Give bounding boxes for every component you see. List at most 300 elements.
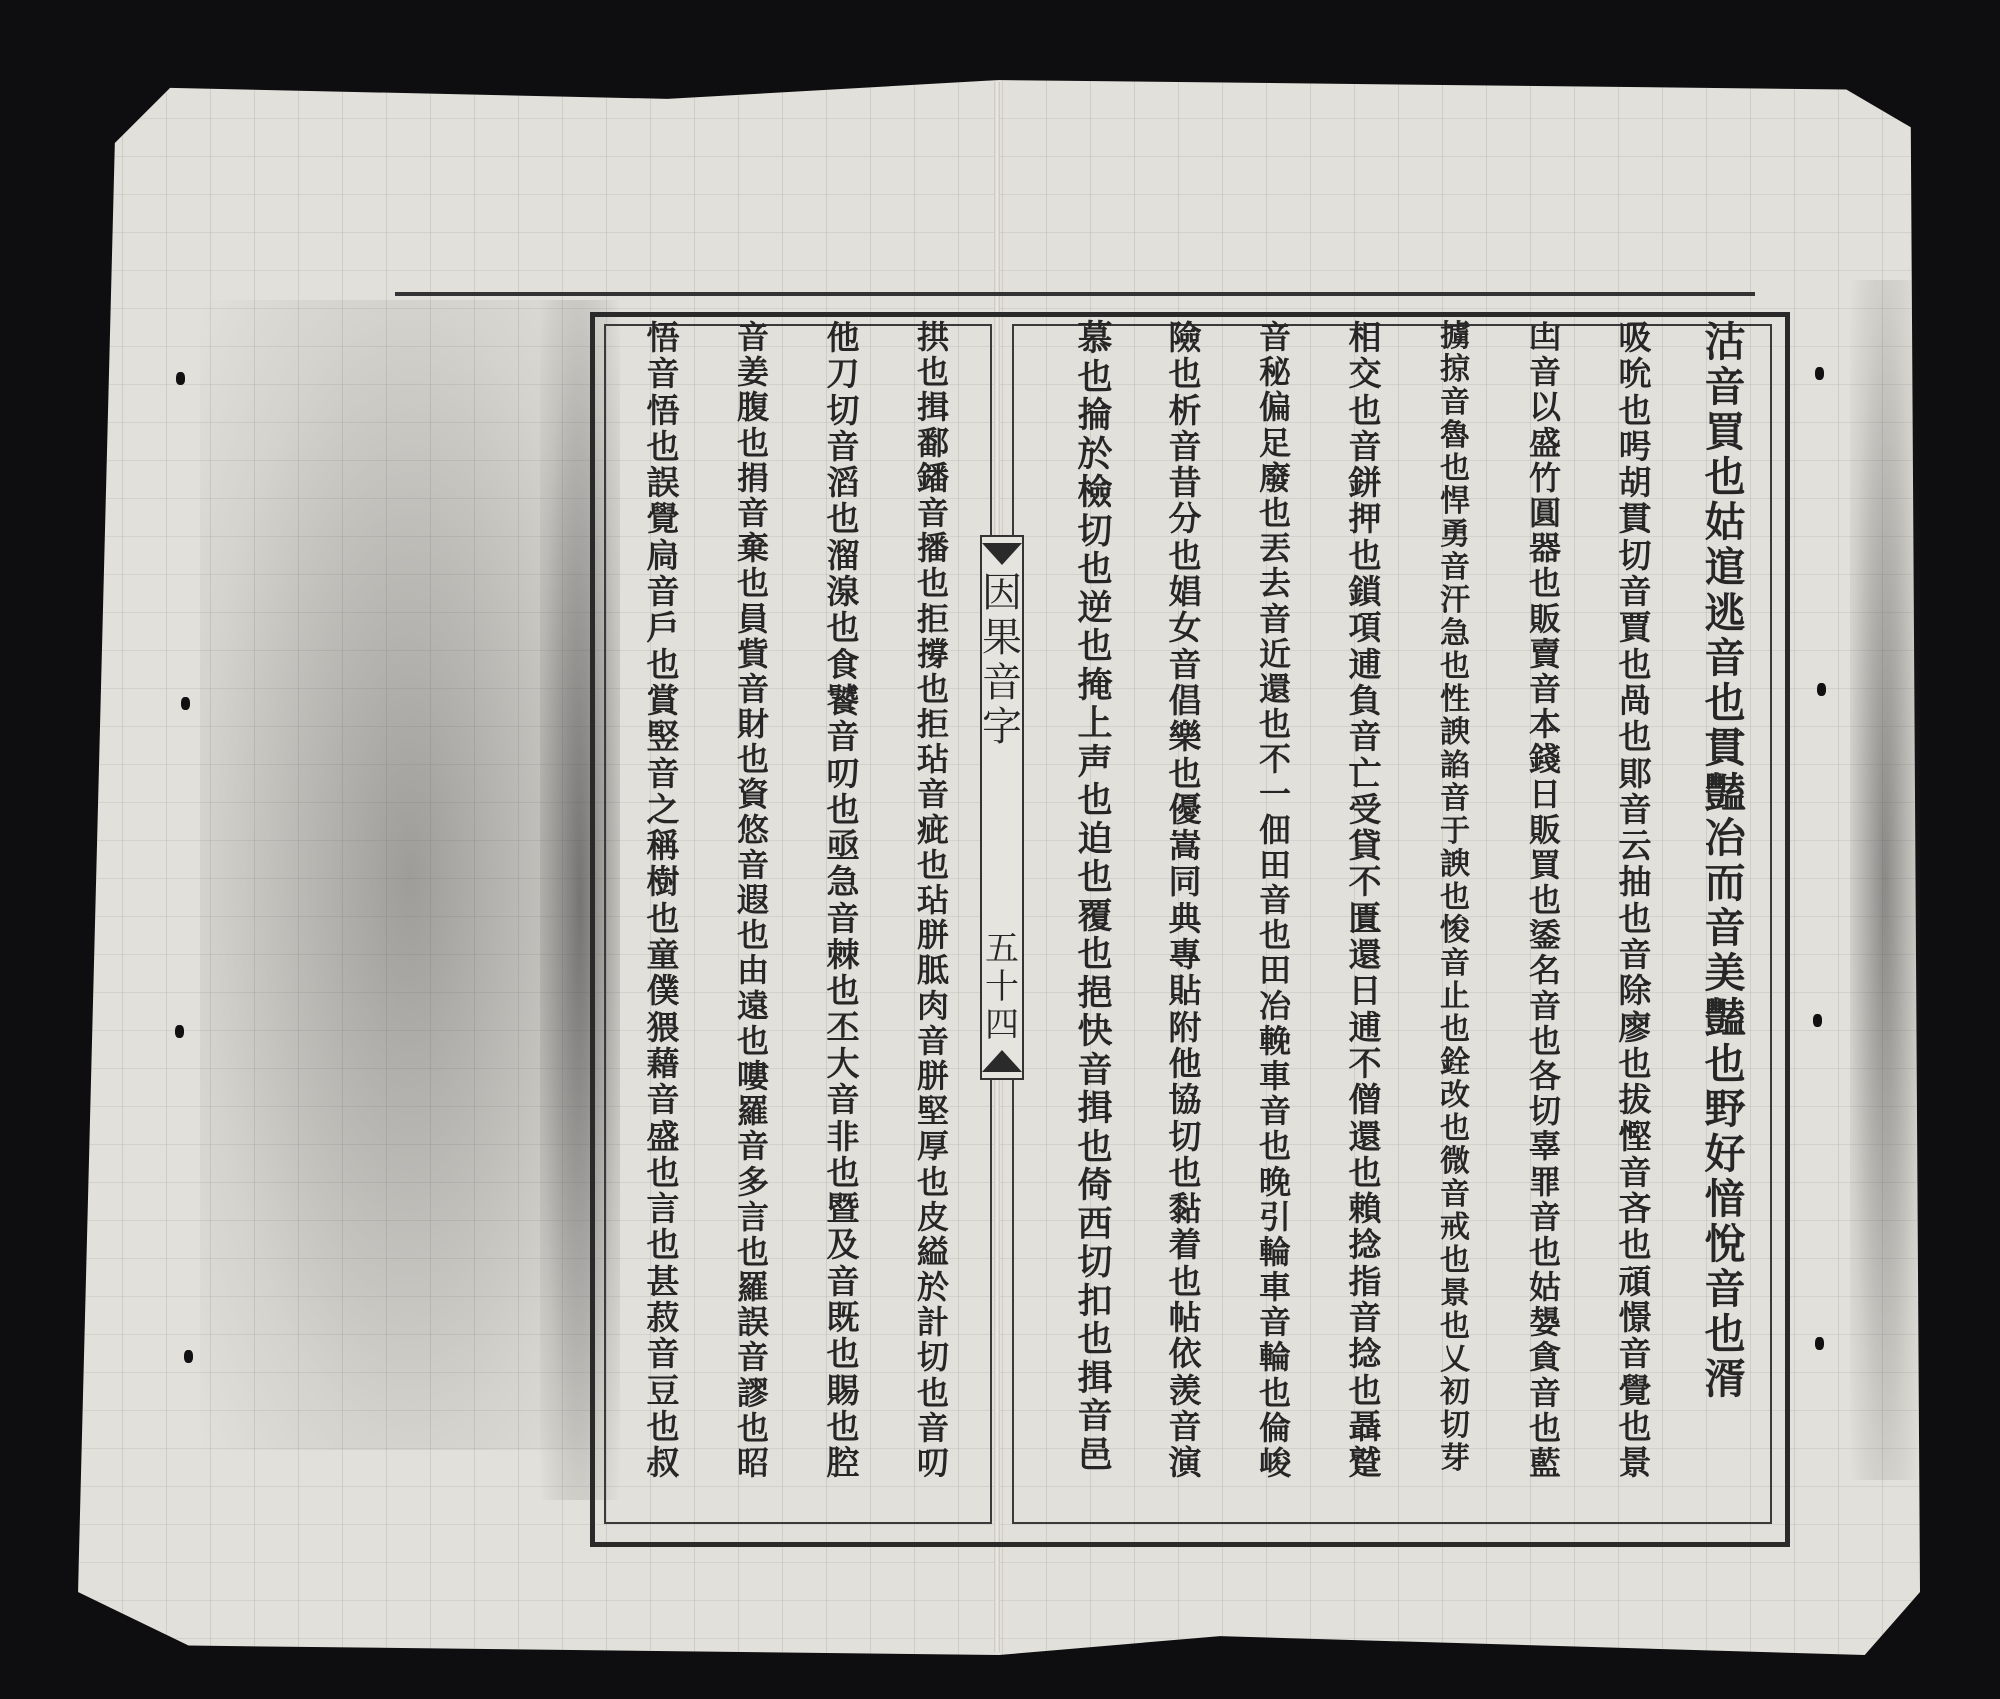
glyph: 資 bbox=[736, 775, 769, 814]
glyph: 昔 bbox=[1168, 463, 1202, 503]
glyph: 諛 bbox=[1440, 847, 1470, 882]
glyph: 悟 bbox=[646, 390, 680, 430]
glyph: 檢 bbox=[1077, 472, 1113, 513]
text-column bbox=[1242, 320, 1308, 1520]
glyph: 也 bbox=[1077, 780, 1113, 821]
glyph: 丟 bbox=[1258, 529, 1291, 568]
glyph: 胝 bbox=[916, 951, 949, 990]
glyph: 暨 bbox=[826, 1189, 860, 1229]
glyph: 昭 bbox=[736, 1444, 769, 1482]
glyph: 嫢 bbox=[1528, 1303, 1561, 1342]
glyph: 也 bbox=[1168, 535, 1202, 575]
glyph: 協 bbox=[1168, 1080, 1202, 1120]
glyph: 改 bbox=[1440, 1078, 1470, 1113]
glyph: 以 bbox=[1528, 388, 1561, 427]
glyph: 匱 bbox=[1348, 898, 1382, 938]
right-edge-smudge bbox=[1850, 280, 1920, 1480]
glyph: 秘 bbox=[1258, 353, 1291, 392]
glyph: 捻 bbox=[1348, 1225, 1382, 1265]
glyph: 也 bbox=[736, 1408, 769, 1447]
glyph: 悟 bbox=[646, 318, 680, 357]
glyph: 貼 bbox=[1168, 971, 1202, 1011]
glyph: 上 bbox=[1077, 703, 1113, 744]
glyph: 優 bbox=[1168, 789, 1202, 829]
glyph: 好 bbox=[1704, 1129, 1746, 1178]
glyph: 也 bbox=[1348, 1152, 1382, 1192]
glyph: 也 bbox=[916, 353, 949, 392]
glyph: 也 bbox=[1440, 451, 1470, 486]
glyph: 也 bbox=[1528, 1408, 1561, 1447]
glyph: 豔 bbox=[1704, 994, 1746, 1043]
glyph: 竪 bbox=[646, 717, 680, 757]
glyph: 也 bbox=[1077, 549, 1113, 590]
glyph: 音 bbox=[1258, 318, 1291, 356]
glyph: 稱 bbox=[646, 826, 680, 866]
binding-hole bbox=[1817, 683, 1826, 696]
glyph: 諛 bbox=[1440, 715, 1470, 750]
text-column bbox=[1512, 320, 1578, 1520]
glyph: 貸 bbox=[1348, 826, 1382, 866]
glyph: 非 bbox=[826, 1116, 860, 1156]
glyph: 悍 bbox=[1440, 484, 1470, 519]
text-column bbox=[1692, 320, 1758, 1520]
glyph: 也 bbox=[1618, 644, 1652, 684]
glyph: 也 bbox=[1258, 705, 1291, 744]
glyph: 而 bbox=[1704, 859, 1746, 908]
glyph: 汗 bbox=[1440, 583, 1470, 618]
glyph: 偏 bbox=[1258, 388, 1291, 427]
glyph: 揖 bbox=[916, 388, 949, 427]
glyph: 音 bbox=[916, 493, 949, 532]
glyph: 也 bbox=[826, 1334, 860, 1374]
glyph: 音 bbox=[916, 775, 949, 814]
glyph: 音 bbox=[916, 1408, 949, 1447]
glyph: 同 bbox=[1168, 862, 1202, 902]
glyph: 也 bbox=[736, 740, 769, 779]
glyph: 音 bbox=[1618, 572, 1652, 612]
glyph: 性 bbox=[1440, 682, 1470, 717]
glyph: 也 bbox=[1618, 898, 1652, 938]
glyph: 切 bbox=[1077, 510, 1113, 552]
glyph: 於 bbox=[916, 1268, 949, 1307]
glyph: 也 bbox=[1528, 564, 1561, 603]
glyph: 也 bbox=[826, 1406, 860, 1446]
glyph: 悠 bbox=[736, 810, 769, 849]
glyph: 圓 bbox=[1528, 493, 1561, 532]
glyph: 僧 bbox=[1348, 1080, 1382, 1120]
glyph: 遠 bbox=[736, 986, 769, 1025]
glyph: 一 bbox=[1258, 775, 1291, 814]
text-column bbox=[1062, 320, 1128, 1520]
glyph: 輪 bbox=[1258, 1232, 1291, 1271]
glyph: 挹 bbox=[1077, 972, 1113, 1014]
glyph: 捻 bbox=[1348, 1334, 1382, 1374]
glyph: 叨 bbox=[916, 1444, 949, 1482]
glyph: 音 bbox=[736, 1338, 769, 1377]
glyph: 僕 bbox=[646, 971, 680, 1011]
glyph: 音 bbox=[826, 1080, 860, 1120]
glyph: 還 bbox=[1348, 1116, 1382, 1156]
binding-hole bbox=[1815, 1337, 1824, 1350]
glyph: 輪 bbox=[1258, 1338, 1291, 1377]
glyph: 倫 bbox=[1258, 1408, 1291, 1447]
glyph: 言 bbox=[646, 1189, 680, 1229]
glyph: 貲 bbox=[736, 634, 769, 673]
glyph: 音 bbox=[1618, 935, 1652, 975]
glyph: 音 bbox=[1348, 1298, 1382, 1338]
glyph: 押 bbox=[1348, 499, 1382, 539]
glyph: 計 bbox=[916, 1303, 949, 1342]
glyph: 音 bbox=[1528, 1373, 1561, 1412]
glyph: 慳 bbox=[1618, 1116, 1652, 1156]
glyph: 食 bbox=[826, 644, 860, 684]
glyph: 止 bbox=[1440, 979, 1470, 1014]
glyph: 也 bbox=[736, 1021, 769, 1060]
glyph: 着 bbox=[1168, 1225, 1202, 1265]
upper-rule bbox=[395, 292, 1755, 296]
glyph: 田 bbox=[1258, 845, 1291, 884]
glyph: 也 bbox=[1258, 916, 1291, 955]
glyph: 蹵 bbox=[1348, 1443, 1382, 1483]
glyph: 倡 bbox=[1168, 680, 1202, 720]
glyph: 也 bbox=[1168, 354, 1202, 394]
glyph: 諂 bbox=[1440, 748, 1470, 783]
glyph: 田 bbox=[1258, 951, 1291, 990]
glyph: 音 bbox=[736, 845, 769, 884]
glyph: 不 bbox=[1348, 1043, 1382, 1083]
glyph: 拒 bbox=[916, 705, 949, 744]
glyph: 也 bbox=[1077, 1126, 1113, 1168]
glyph: 姑 bbox=[1528, 1268, 1561, 1307]
glyph: 也 bbox=[1258, 1373, 1291, 1412]
glyph: 音 bbox=[1704, 363, 1746, 412]
glyph: 疵 bbox=[916, 810, 949, 849]
glyph: 扃 bbox=[646, 535, 680, 575]
glyph: 厚 bbox=[916, 1127, 949, 1166]
glyph: 頑 bbox=[1618, 1261, 1652, 1301]
glyph: 音 bbox=[1440, 385, 1470, 420]
glyph: 也 bbox=[1528, 881, 1561, 919]
glyph: 撐 bbox=[916, 634, 949, 673]
spine-char: 字 bbox=[982, 704, 1022, 751]
glyph: 不 bbox=[1348, 862, 1382, 902]
glyph: 刀 bbox=[826, 354, 860, 394]
glyph: 音 bbox=[1528, 669, 1561, 708]
glyph: 縊 bbox=[916, 1232, 949, 1271]
glyph: 甚 bbox=[646, 1261, 680, 1301]
glyph: 慕 bbox=[1077, 318, 1113, 359]
glyph: 誤 bbox=[646, 463, 680, 503]
glyph: 豆 bbox=[646, 1370, 680, 1410]
glyph: 也 bbox=[1440, 649, 1470, 684]
glyph: 去 bbox=[1258, 564, 1291, 603]
glyph: 賴 bbox=[1348, 1189, 1382, 1229]
glyph: 云 bbox=[1618, 826, 1652, 866]
glyph: 也 bbox=[1704, 678, 1746, 727]
glyph: 音 bbox=[1348, 426, 1382, 466]
glyph: 交 bbox=[1348, 354, 1382, 394]
glyph: 賣 bbox=[1528, 634, 1561, 673]
glyph: 鎖 bbox=[1348, 572, 1382, 612]
glyph: 除 bbox=[1618, 971, 1652, 1011]
glyph: 姜 bbox=[736, 353, 769, 392]
page-number bbox=[985, 930, 1019, 1044]
glyph: 胡 bbox=[1618, 463, 1652, 503]
glyph: 声 bbox=[1077, 741, 1113, 783]
glyph: 演 bbox=[1168, 1443, 1202, 1483]
glyph: 也 bbox=[1618, 390, 1652, 430]
binding-hole bbox=[1813, 1014, 1822, 1027]
glyph: 也 bbox=[1618, 1406, 1652, 1446]
glyph: 也 bbox=[1077, 356, 1113, 398]
glyph: 猥 bbox=[646, 1007, 680, 1047]
glyph: 羅 bbox=[736, 1268, 769, 1307]
glyph: 誤 bbox=[736, 1303, 769, 1342]
glyph: 也 bbox=[646, 1225, 680, 1265]
glyph: 也 bbox=[1704, 1039, 1746, 1088]
glyph: 還 bbox=[1258, 669, 1291, 708]
binding-hole bbox=[1815, 367, 1824, 380]
glyph: 音 bbox=[646, 354, 680, 394]
glyph: 也 bbox=[736, 423, 769, 462]
center-spine-label bbox=[980, 535, 1024, 1080]
glyph: 也 bbox=[1528, 1021, 1561, 1060]
glyph: 盛 bbox=[646, 1116, 680, 1156]
glyph: 野 bbox=[1704, 1084, 1746, 1133]
glyph: 於 bbox=[1077, 433, 1113, 475]
page-number-char: 五 bbox=[985, 929, 1019, 970]
glyph: 亟 bbox=[826, 826, 860, 866]
glyph: 快 bbox=[1077, 1011, 1113, 1052]
glyph: 遐 bbox=[736, 881, 769, 919]
glyph: 凷 bbox=[1528, 318, 1561, 356]
glyph: 車 bbox=[1258, 1268, 1291, 1307]
glyph: 也 bbox=[736, 564, 769, 603]
glyph: 湶 bbox=[826, 572, 860, 612]
glyph: 賈 bbox=[1618, 608, 1652, 648]
glyph: 切 bbox=[916, 1338, 949, 1377]
glyph: 抽 bbox=[1618, 862, 1652, 902]
glyph: 溜 bbox=[826, 535, 860, 575]
glyph: 音 bbox=[1077, 1396, 1113, 1437]
glyph: 切 bbox=[1440, 1408, 1470, 1443]
glyph: 娼 bbox=[1168, 572, 1202, 612]
glyph: 逋 bbox=[1348, 1007, 1382, 1047]
glyph: 叨 bbox=[826, 753, 860, 793]
glyph: 揖 bbox=[1077, 1088, 1113, 1129]
glyph: 音 bbox=[1440, 550, 1470, 585]
glyph: 迫 bbox=[1077, 818, 1113, 860]
glyph: 魯 bbox=[1440, 418, 1470, 453]
fishtail-mark-top bbox=[982, 543, 1022, 565]
glyph: 音 bbox=[1704, 904, 1746, 953]
glyph: 賜 bbox=[826, 1370, 860, 1410]
glyph: 盛 bbox=[1528, 423, 1561, 462]
glyph: 竹 bbox=[1528, 458, 1561, 497]
glyph: 菽 bbox=[646, 1298, 680, 1338]
glyph: 音 bbox=[1440, 781, 1470, 816]
glyph: 也 bbox=[1618, 1225, 1652, 1265]
glyph: 冶 bbox=[1704, 814, 1746, 863]
glyph: 音 bbox=[1528, 353, 1561, 392]
glyph: 亡 bbox=[1348, 753, 1382, 793]
glyph: 肉 bbox=[916, 986, 949, 1025]
glyph: 音 bbox=[646, 1334, 680, 1374]
glyph: 音 bbox=[826, 717, 860, 757]
glyph: 也 bbox=[646, 644, 680, 684]
glyph: 足 bbox=[1258, 423, 1291, 462]
glyph: 音 bbox=[916, 1021, 949, 1060]
glyph: 憬 bbox=[1618, 1298, 1652, 1338]
glyph: 析 bbox=[1168, 390, 1202, 430]
glyph: 悅 bbox=[1704, 1219, 1746, 1268]
glyph: 掠 bbox=[1440, 352, 1470, 387]
glyph: 覺 bbox=[646, 499, 680, 539]
glyph: 貫 bbox=[1618, 499, 1652, 539]
glyph: 皮 bbox=[916, 1197, 949, 1236]
glyph: 扣 bbox=[1077, 1280, 1113, 1322]
glyph: 音 bbox=[1258, 881, 1291, 919]
glyph: 急 bbox=[1440, 616, 1470, 651]
glyph: 也 bbox=[916, 1162, 949, 1201]
glyph: 也 bbox=[1704, 1310, 1746, 1359]
glyph: 音 bbox=[1348, 717, 1382, 757]
glyph: 音 bbox=[1704, 633, 1746, 682]
glyph: 不 bbox=[1258, 740, 1291, 779]
binding-hole bbox=[184, 1350, 193, 1363]
glyph: 由 bbox=[736, 951, 769, 990]
glyph: 藍 bbox=[1528, 1444, 1561, 1482]
text-column bbox=[1332, 320, 1398, 1520]
glyph: 音 bbox=[646, 753, 680, 793]
glyph: 也 bbox=[1077, 1319, 1113, 1360]
text-column bbox=[720, 320, 786, 1520]
glyph: 西 bbox=[1077, 1203, 1113, 1245]
glyph: 豔 bbox=[1704, 768, 1746, 817]
glyph: 鄱 bbox=[916, 423, 949, 462]
glyph: 典 bbox=[1168, 898, 1202, 938]
glyph: 謬 bbox=[736, 1373, 769, 1412]
page-number-char: 十 bbox=[985, 967, 1019, 1008]
glyph: 也 bbox=[1528, 1232, 1561, 1271]
glyph: 胼 bbox=[916, 916, 949, 955]
glyph: 日 bbox=[1348, 971, 1382, 1011]
glyph: 掩 bbox=[1077, 664, 1113, 706]
glyph: 也 bbox=[916, 845, 949, 884]
glyph: 悛 bbox=[1440, 913, 1470, 948]
glyph: 名 bbox=[1528, 951, 1561, 990]
glyph: 鉼 bbox=[1348, 463, 1382, 503]
glyph: 相 bbox=[1348, 318, 1382, 357]
glyph: 美 bbox=[1704, 949, 1746, 998]
glyph: 也 bbox=[1440, 1012, 1470, 1047]
glyph: 音 bbox=[1258, 599, 1291, 638]
glyph: 聶 bbox=[1348, 1406, 1382, 1446]
glyph: 也 bbox=[1440, 880, 1470, 915]
glyph: 也 bbox=[646, 426, 680, 466]
glyph: 佃 bbox=[1258, 810, 1291, 849]
glyph: 也 bbox=[736, 916, 769, 955]
binding-hole bbox=[175, 1025, 184, 1038]
glyph: 堅 bbox=[916, 1092, 949, 1131]
glyph: 負 bbox=[1348, 680, 1382, 720]
glyph: 也 bbox=[1168, 1261, 1202, 1301]
glyph: 音 bbox=[1528, 986, 1561, 1025]
glyph: 音 bbox=[1168, 426, 1202, 466]
glyph: 販 bbox=[1528, 810, 1561, 849]
glyph: 切 bbox=[1618, 535, 1652, 575]
glyph: 也 bbox=[1168, 753, 1202, 793]
glyph: 音 bbox=[826, 1261, 860, 1301]
spine-char: 音 bbox=[982, 659, 1022, 706]
glyph: 覺 bbox=[1618, 1370, 1652, 1410]
glyph: 音 bbox=[1168, 644, 1202, 684]
glyph: 滔 bbox=[826, 463, 860, 503]
glyph: 拱 bbox=[916, 318, 949, 356]
glyph: 掄 bbox=[1077, 395, 1113, 436]
glyph: 晚 bbox=[1258, 1162, 1291, 1201]
glyph: 播 bbox=[916, 529, 949, 568]
glyph: 鋈 bbox=[1528, 916, 1561, 955]
glyph: 逆 bbox=[1077, 587, 1113, 629]
glyph: 景 bbox=[1440, 1276, 1470, 1311]
glyph: 多 bbox=[736, 1162, 769, 1201]
glyph: 音 bbox=[736, 669, 769, 708]
glyph: 銓 bbox=[1440, 1045, 1470, 1080]
glyph: 專 bbox=[1168, 935, 1202, 975]
glyph: 也 bbox=[826, 499, 860, 539]
glyph: 日 bbox=[1528, 775, 1561, 814]
glyph: 倚 bbox=[1077, 1165, 1113, 1206]
glyph: 揖 bbox=[1077, 1357, 1113, 1399]
glyph: 也 bbox=[1440, 1243, 1470, 1278]
fishtail-mark-bottom bbox=[982, 1050, 1022, 1072]
glyph: 切 bbox=[826, 390, 860, 430]
glyph: 也 bbox=[1440, 1111, 1470, 1146]
glyph: 邑 bbox=[1077, 1434, 1113, 1476]
glyph: 急 bbox=[826, 862, 860, 902]
glyph: 附 bbox=[1168, 1007, 1202, 1047]
glyph: 乂 bbox=[1440, 1342, 1470, 1377]
glyph: 員 bbox=[736, 599, 769, 638]
glyph: 吝 bbox=[1618, 1189, 1652, 1229]
glyph: 吮 bbox=[1618, 354, 1652, 394]
glyph: 也 bbox=[1258, 493, 1291, 532]
glyph: 切 bbox=[1077, 1242, 1113, 1283]
glyph: 呺 bbox=[1618, 426, 1652, 466]
glyph: 微 bbox=[1440, 1144, 1470, 1179]
glyph: 賞 bbox=[646, 680, 680, 720]
spine-char: 果 bbox=[982, 614, 1022, 661]
glyph: 郥 bbox=[1618, 753, 1652, 793]
glyph: 險 bbox=[1168, 318, 1202, 357]
glyph: 及 bbox=[826, 1225, 860, 1265]
book-title bbox=[982, 571, 1022, 750]
glyph: 景 bbox=[1618, 1443, 1652, 1483]
text-column bbox=[1422, 320, 1488, 1520]
glyph: 逭 bbox=[1704, 543, 1746, 592]
binding-hole bbox=[181, 697, 190, 710]
glyph: 拔 bbox=[1618, 1080, 1652, 1120]
glyph: 之 bbox=[646, 789, 680, 829]
glyph: 車 bbox=[1258, 1056, 1291, 1095]
glyph: 羅 bbox=[736, 1092, 769, 1131]
glyph: 饕 bbox=[826, 680, 860, 720]
glyph: 嵩 bbox=[1168, 826, 1202, 866]
glyph: 音 bbox=[1704, 1264, 1746, 1313]
glyph: 腹 bbox=[736, 388, 769, 427]
glyph: 引 bbox=[1258, 1197, 1291, 1236]
